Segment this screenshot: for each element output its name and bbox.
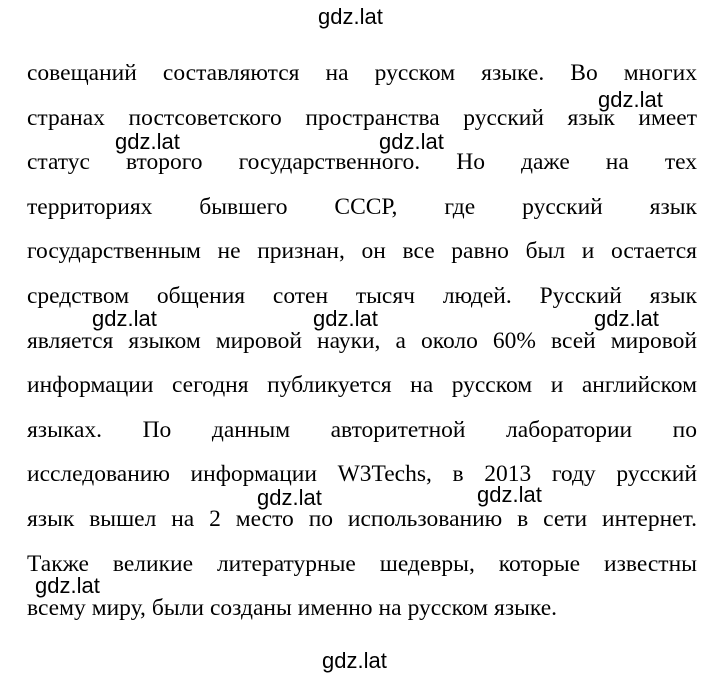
word: на — [171, 505, 195, 532]
word: все — [402, 238, 435, 265]
word: бывшего — [199, 193, 288, 220]
watermark: gdz.lat — [598, 87, 663, 112]
word: русский — [616, 461, 697, 488]
text-line — [27, 326, 697, 371]
word: всей — [551, 327, 596, 354]
word: языке. — [481, 60, 545, 86]
word: многих — [623, 60, 697, 86]
word: русском — [374, 60, 456, 86]
word: постсоветского — [128, 104, 282, 131]
word: людей. — [442, 282, 512, 309]
word: тысяч — [355, 282, 415, 309]
word: место — [235, 505, 294, 532]
word: информации — [190, 461, 317, 488]
word: территориях — [27, 193, 153, 220]
word: великие — [112, 550, 194, 577]
word: вышел — [89, 505, 157, 532]
word: русском — [451, 372, 533, 399]
word: 2013 — [484, 461, 532, 488]
word: даже — [521, 149, 570, 176]
word: пространства — [305, 104, 440, 131]
word: язык — [649, 282, 697, 309]
word: остается — [610, 238, 697, 265]
word: созданы — [209, 595, 292, 622]
text-line — [27, 504, 697, 549]
watermark: gdz.lat — [257, 485, 322, 510]
word: около — [420, 327, 478, 354]
word: признан, — [257, 238, 345, 265]
word: лаборатории — [506, 416, 633, 443]
word: русском — [407, 595, 489, 622]
word: тех — [664, 149, 697, 176]
word: составляются — [162, 60, 300, 86]
text-line — [27, 459, 697, 507]
watermark: gdz.lat — [477, 482, 542, 507]
watermark: gdz.lat — [594, 306, 659, 331]
word: сегодня — [171, 372, 249, 399]
text-line — [27, 236, 697, 281]
word: языках. — [27, 416, 102, 443]
word: а — [395, 327, 406, 354]
word: он — [361, 238, 386, 265]
word: на — [378, 595, 402, 622]
text-line — [27, 192, 697, 237]
text-line — [27, 415, 697, 460]
word: W3Techs, — [337, 461, 432, 488]
word: на — [410, 372, 434, 399]
word: известны — [604, 550, 697, 577]
word: интернет. — [602, 505, 697, 532]
watermark: gdz.lat — [379, 129, 444, 154]
word: государственным — [27, 238, 201, 265]
word: авторитетной — [330, 416, 466, 443]
word: году — [551, 461, 596, 488]
word: средством — [27, 282, 130, 309]
word: не — [217, 238, 241, 265]
word: равно — [451, 238, 509, 265]
word: русский — [522, 193, 603, 220]
word: сотен — [272, 282, 329, 309]
word: на — [325, 60, 349, 86]
word: Русский — [539, 282, 622, 309]
word: совещаний — [27, 60, 137, 86]
watermark: gdz.lat — [322, 648, 387, 673]
word: статус — [27, 149, 90, 176]
watermark: gdz.lat — [35, 573, 100, 598]
word: использованию — [347, 505, 503, 532]
word: 60% — [492, 327, 536, 354]
word: миру, — [91, 595, 146, 622]
text-line — [27, 593, 697, 638]
word: публикуется — [267, 372, 392, 399]
word: и — [581, 238, 595, 265]
text-line — [27, 370, 697, 415]
word: языке. — [494, 595, 558, 622]
word: Но — [456, 149, 485, 176]
word: является — [27, 327, 114, 354]
word: мировой — [215, 327, 302, 354]
word: язык — [27, 505, 75, 532]
word: второго — [126, 149, 203, 176]
watermark: gdz.lat — [115, 129, 180, 154]
watermark: gdz.lat — [318, 4, 383, 29]
word: Во — [570, 60, 598, 86]
word: в — [517, 505, 529, 532]
word: По — [142, 416, 172, 443]
word: информации — [27, 372, 154, 399]
word: английском — [581, 372, 697, 399]
word: науки, — [317, 327, 381, 354]
word: сети — [543, 505, 588, 532]
word: которые — [498, 550, 581, 577]
word: на — [605, 149, 629, 176]
word: литературные — [216, 550, 356, 577]
text-line — [27, 58, 697, 103]
word: язык — [649, 193, 697, 220]
word: странах — [27, 104, 105, 131]
watermark: gdz.lat — [92, 306, 157, 331]
word: СССР, — [334, 193, 398, 220]
word: где — [444, 193, 476, 220]
word: по — [308, 505, 334, 532]
word: данным — [211, 416, 291, 443]
watermark: gdz.lat — [313, 306, 378, 331]
word: язык — [567, 104, 615, 131]
word: имеет — [638, 104, 697, 131]
text-line — [27, 549, 697, 594]
word: в — [452, 461, 464, 488]
word: 2 — [209, 505, 221, 532]
word: был — [525, 238, 566, 265]
word: государственного. — [238, 149, 421, 176]
word: русский — [463, 104, 544, 131]
word: исследованию — [27, 461, 170, 488]
word: шедевры, — [379, 550, 475, 577]
word: были — [151, 595, 204, 622]
word: и — [550, 372, 564, 399]
word: именно — [297, 595, 373, 622]
word: всему — [27, 595, 86, 622]
word: общения — [156, 282, 246, 309]
word: по — [672, 416, 697, 443]
word: мировой — [610, 327, 697, 354]
word: языком — [128, 327, 201, 354]
word: Также — [27, 550, 89, 577]
